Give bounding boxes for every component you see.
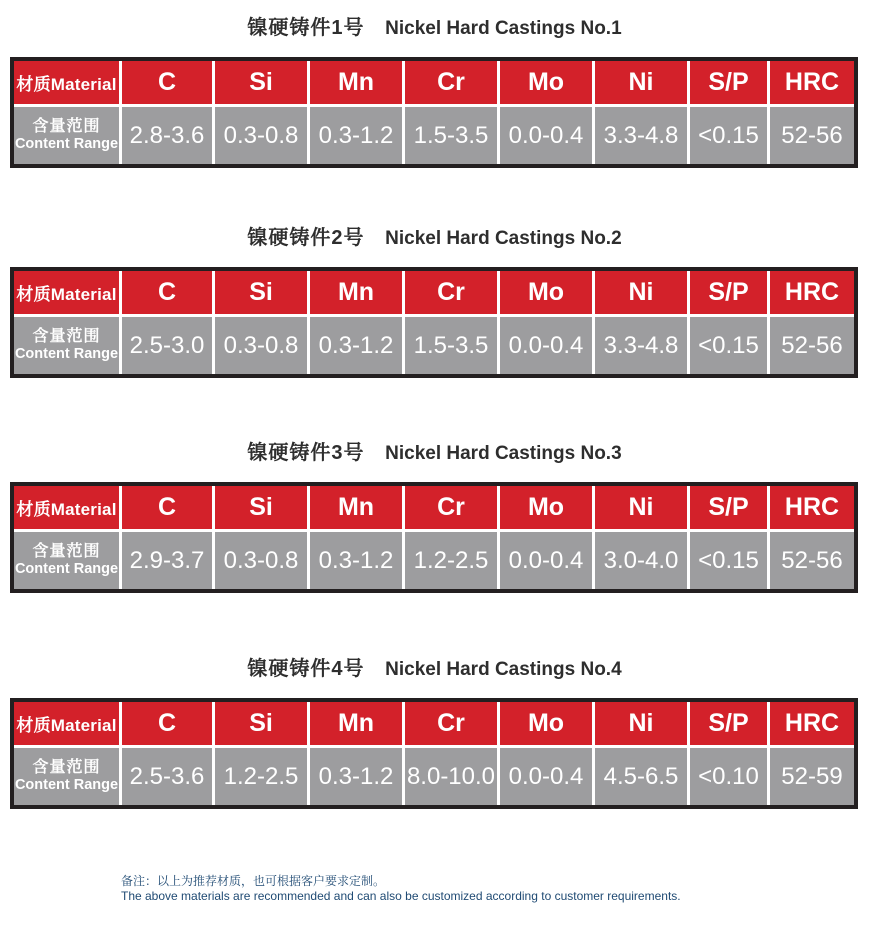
value-cell-si: 0.3-0.8 [215,107,307,164]
section-title-en: Nickel Hard Castings No.2 [385,228,622,249]
value-cell-sp: <0.15 [690,107,767,164]
value-cell-cr: 8.0-10.0 [405,748,497,805]
value-cell-cr: 1.5-3.5 [405,107,497,164]
value-cell-ni: 3.0-4.0 [595,532,687,589]
value-cell-si: 0.3-0.8 [215,532,307,589]
value-cell-c: 2.8-3.6 [122,107,212,164]
section-castings-no1 [0,12,869,168]
header-cell-si: Si [215,271,307,314]
value-cell-hrc: 52-59 [770,748,854,805]
value-cell-sp: <0.15 [690,317,767,374]
spec-table-3 [10,482,858,593]
row-label-en: Content Range [14,346,119,363]
value-cell-mo: 0.0-0.4 [500,532,592,589]
row-label-zh: 含量范围 [32,542,101,560]
header-cell-c: C [122,61,212,104]
value-cell-si: 1.2-2.5 [215,748,307,805]
section-title [0,12,869,42]
header-cell-material: 材质Material [14,61,119,104]
section-castings-no2 [0,222,869,378]
value-cell-cr: 1.5-3.5 [405,317,497,374]
value-cell-hrc: 52-56 [770,532,854,589]
value-cell-c: 2.5-3.0 [122,317,212,374]
section-title [0,437,869,467]
header-cell-hrc: HRC [770,271,854,314]
section-title [0,653,869,683]
section-title [0,222,869,252]
header-cell-material: 材质Material [14,702,119,745]
header-cell-ni: Ni [595,486,687,529]
header-cell-mn: Mn [310,271,402,314]
header-cell-cr: Cr [405,61,497,104]
header-cell-mo: Mo [500,702,592,745]
value-cell-si: 0.3-0.8 [215,317,307,374]
spec-table-2 [10,267,858,378]
section-title-zh: 镍硬铸件1号 [247,17,365,39]
row-label-en: Content Range [14,136,119,153]
header-cell-mn: Mn [310,61,402,104]
value-cell-c: 2.9-3.7 [122,532,212,589]
section-castings-no3 [0,437,869,593]
section-title-en: Nickel Hard Castings No.4 [385,659,622,680]
header-cell-ni: Ni [595,702,687,745]
header-cell-ni: Ni [595,271,687,314]
value-cell-cr: 1.2-2.5 [405,532,497,589]
value-cell-ni: 4.5-6.5 [595,748,687,805]
header-cell-sp: S/P [690,486,767,529]
spec-table-1 [10,57,858,168]
section-title-zh: 镍硬铸件3号 [247,442,365,464]
value-cell-mn: 0.3-1.2 [310,748,402,805]
row-label-zh: 含量范围 [32,327,101,345]
header-cell-material: 材质Material [14,486,119,529]
value-cell-mo: 0.0-0.4 [500,317,592,374]
header-cell-sp: S/P [690,61,767,104]
row-label-zh: 含量范围 [32,117,101,135]
value-cell-sp: <0.15 [690,532,767,589]
row-label-cell [14,107,119,164]
section-title-zh: 镍硬铸件4号 [247,658,365,680]
header-cell-hrc: HRC [770,702,854,745]
value-cell-mo: 0.0-0.4 [500,107,592,164]
header-cell-si: Si [215,702,307,745]
value-cell-ni: 3.3-4.8 [595,107,687,164]
value-cell-c: 2.5-3.6 [122,748,212,805]
value-cell-hrc: 52-56 [770,107,854,164]
header-cell-hrc: HRC [770,486,854,529]
header-cell-mn: Mn [310,702,402,745]
row-label-cell [14,532,119,589]
header-cell-c: C [122,486,212,529]
footer-note-zh: 备注：以上为推荐材质，也可根据客户要求定制。 [121,874,386,888]
footer-note-en: The above materials are recommended and can also be customized according to customer requirements. [121,888,681,903]
header-cell-mn: Mn [310,486,402,529]
header-cell-si: Si [215,486,307,529]
value-cell-mn: 0.3-1.2 [310,107,402,164]
header-cell-cr: Cr [405,486,497,529]
header-cell-c: C [122,271,212,314]
header-cell-sp: S/P [690,702,767,745]
section-title-en: Nickel Hard Castings No.3 [385,443,622,464]
row-label-cell [14,317,119,374]
spec-table-4 [10,698,858,809]
header-cell-material: 材质Material [14,271,119,314]
row-label-zh: 含量范围 [32,758,101,776]
row-label-cell [14,748,119,805]
section-castings-no4 [0,653,869,809]
value-cell-mn: 0.3-1.2 [310,532,402,589]
value-cell-mo: 0.0-0.4 [500,748,592,805]
header-cell-mo: Mo [500,61,592,104]
value-cell-mn: 0.3-1.2 [310,317,402,374]
header-cell-c: C [122,702,212,745]
value-cell-hrc: 52-56 [770,317,854,374]
section-title-en: Nickel Hard Castings No.1 [385,18,622,39]
value-cell-sp: <0.10 [690,748,767,805]
header-cell-hrc: HRC [770,61,854,104]
header-cell-ni: Ni [595,61,687,104]
header-cell-mo: Mo [500,271,592,314]
header-cell-mo: Mo [500,486,592,529]
value-cell-ni: 3.3-4.8 [595,317,687,374]
row-label-en: Content Range [14,777,119,794]
row-label-en: Content Range [14,561,119,578]
footer-note [121,874,681,903]
header-cell-cr: Cr [405,702,497,745]
header-cell-si: Si [215,61,307,104]
header-cell-cr: Cr [405,271,497,314]
section-title-zh: 镍硬铸件2号 [247,227,365,249]
header-cell-sp: S/P [690,271,767,314]
